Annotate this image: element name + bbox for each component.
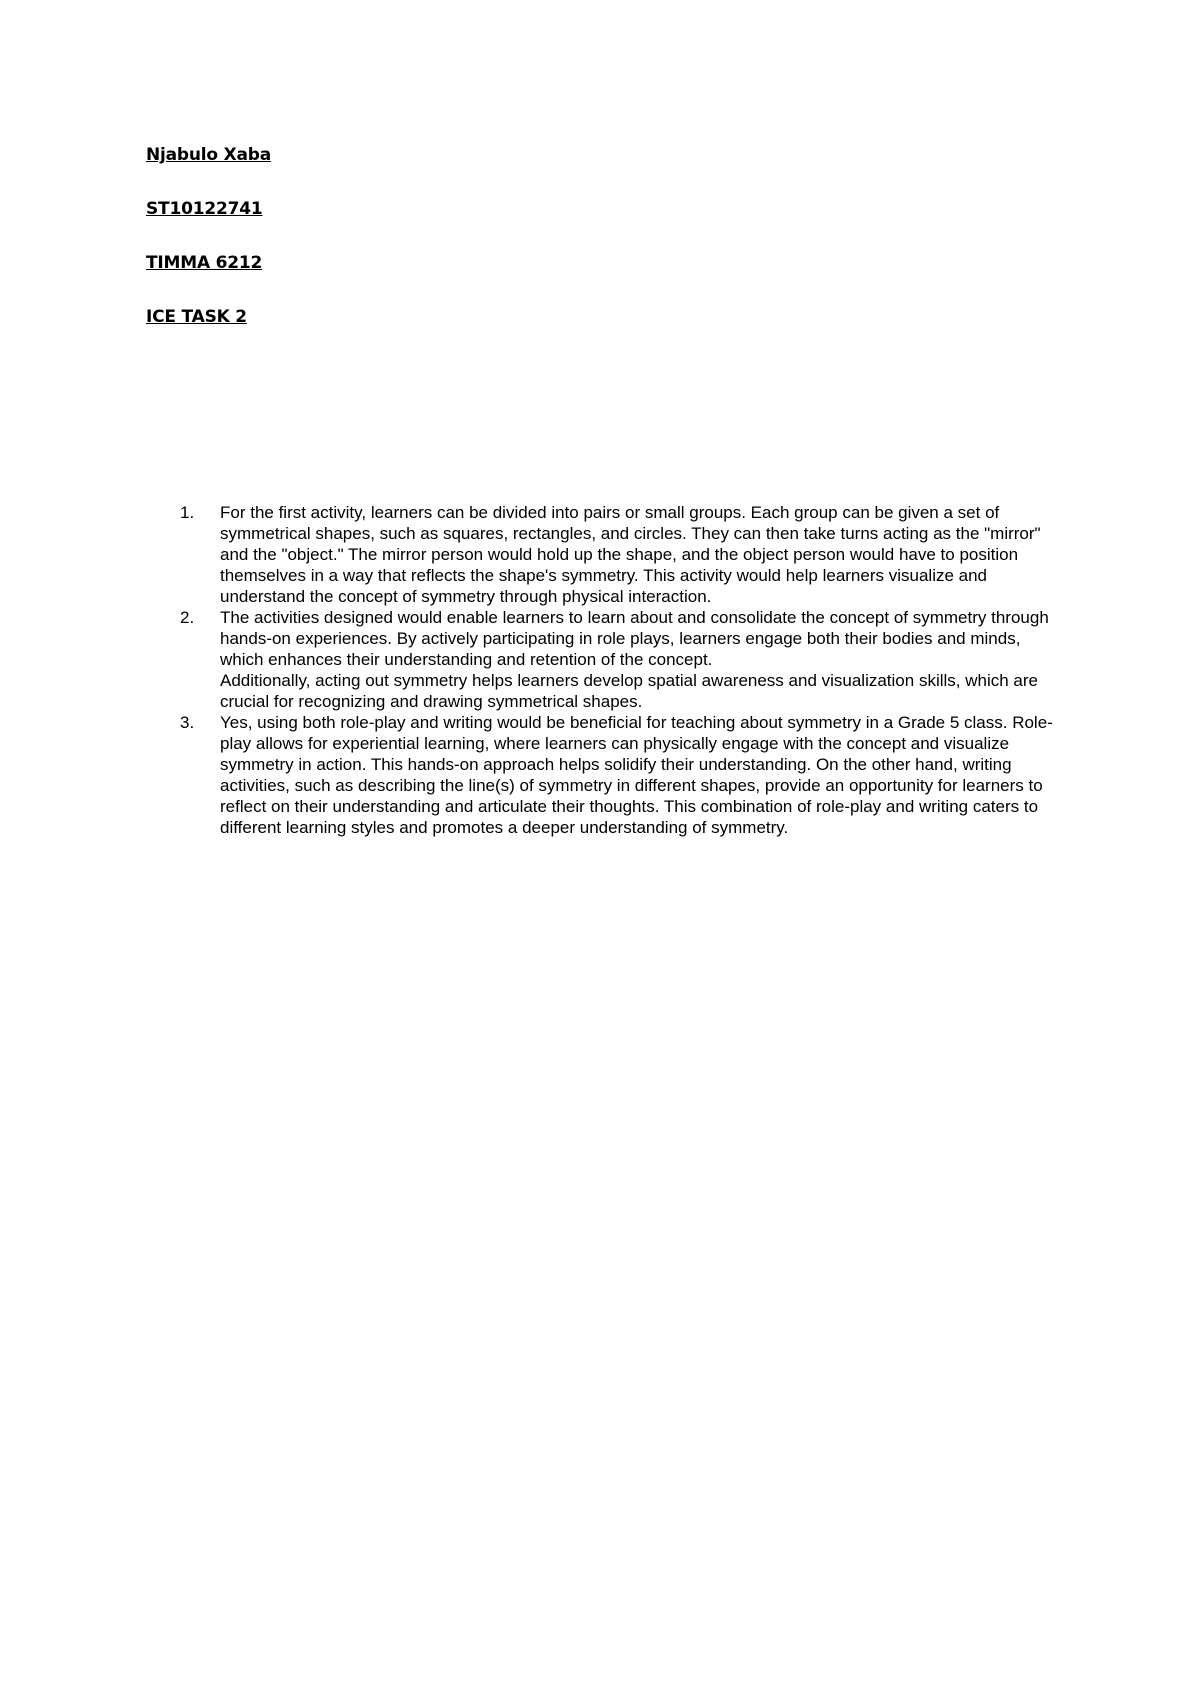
student-name: Njabulo Xaba (146, 145, 272, 165)
answer-list (180, 502, 1060, 838)
answer-item (180, 712, 1060, 838)
document-header (146, 145, 271, 361)
module-code: TIMMA 6212 (146, 253, 263, 273)
answer-number: 1. (180, 503, 195, 522)
answer-paragraph: The activities designed would enable learners to learn about and consolidate the concept of symmetry through hands-on experiences. By actively participating in role plays, learners engage both their bodies and minds, which enhances their understanding and retention of the concept. (220, 608, 1049, 669)
student-number: ST10122741 (146, 199, 263, 219)
task-title: ICE TASK 2 (146, 307, 247, 327)
answer-paragraph: Yes, using both role-play and writing would be beneficial for teaching about symmetry in a Grade 5 class. Role-play allows for experiential learning, where learners can physically engage with the concept and visualize symmetry in action. This hands-on approach helps solidify their understanding. On the other hand, writing activities, such as describing the line(s) of symmetry in different shapes, provide an opportunity for learners to reflect on their understanding and articulate their thoughts. This combination of role-play and writing caters to different learning styles and promotes a deeper understanding of symmetry. (220, 713, 1053, 837)
answer-paragraph: Additionally, acting out symmetry helps learners develop spatial awareness and visualization skills, which are crucial for recognizing and drawing symmetrical shapes. (220, 671, 1038, 711)
answer-number: 2. (180, 608, 195, 627)
answer-paragraph: For the first activity, learners can be divided into pairs or small groups. Each group can be given a set of symmetrical shapes, such as squares, rectangles, and circles. They can then take turns acting as the "mirror" and the "object." The mirror person would hold up the shape, and the object person would have to position themselves in a way that reflects the shape's symmetry. This activity would help learners visualize and understand the concept of symmetry through physical interaction. (220, 503, 1041, 606)
answer-number: 3. (180, 713, 195, 732)
answer-item (180, 607, 1060, 712)
answer-item (180, 502, 1060, 607)
